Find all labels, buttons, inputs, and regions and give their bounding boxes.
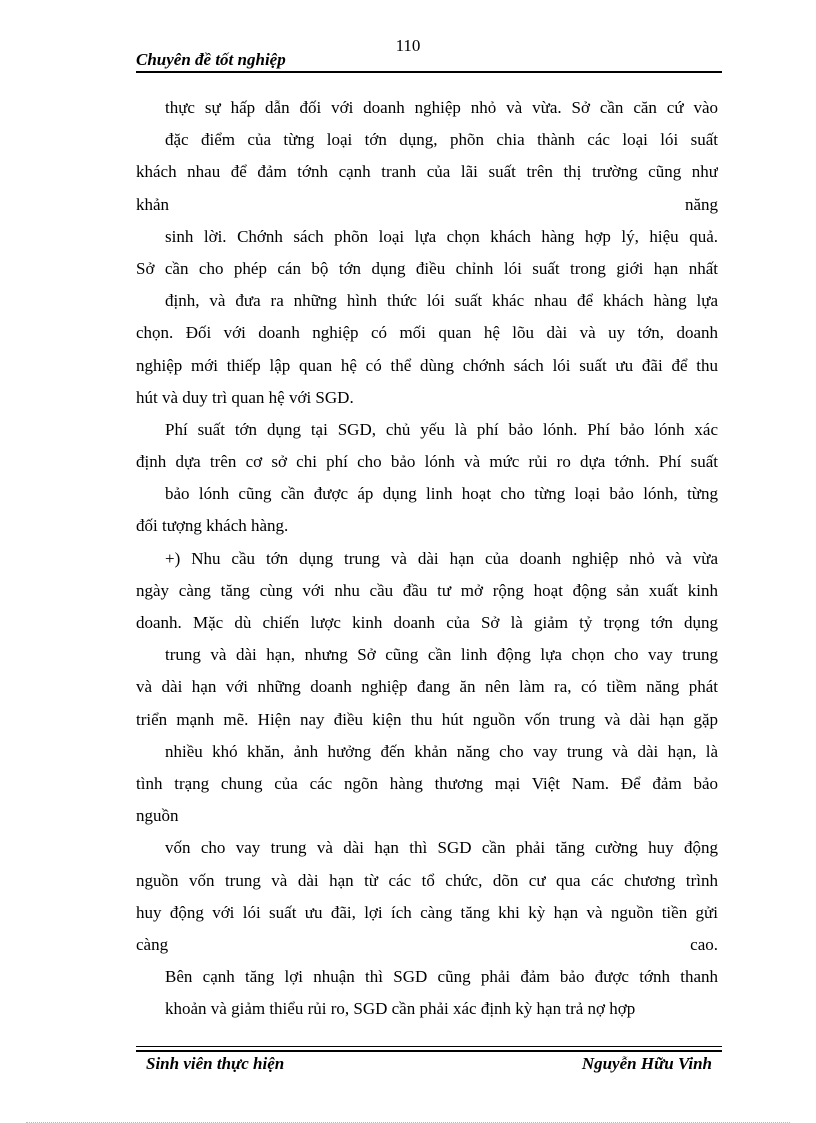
text-line: nhiều khó khăn, ảnh hưởng đến khản năng cho vay trung và dài hạn, là (165, 741, 718, 761)
text-line: triển mạnh mẽ. Hiện nay điều kiện thu hút nguồn vốn trung và dài hạn gặp (136, 709, 718, 729)
text-line: thực sự hấp dẫn đối với doanh nghiệp nhỏ và vừa. Sở cần căn cứ vào (165, 98, 718, 117)
footer-student-label: Sinh viên thực hiện (146, 1054, 285, 1073)
text-line: hút và duy trì quan hệ với SGD. (136, 387, 354, 407)
footer-rule-thick (136, 1050, 722, 1052)
text-line: Bên cạnh tăng lợi nhuận thì SGD cũng phải đảm bảo được tớnh thanh (165, 967, 718, 987)
text-line: khoản và giảm thiểu rủi ro, SGD cần phải xác định kỳ hạn trả nợ hợp (165, 999, 636, 1019)
text-line: tình trạng chung của các ngõn hàng thương mại Việt Nam. Để đảm bảo (136, 773, 718, 793)
text-line: đặc điểm của từng loại tớn dụng, phõn chia thành các loại lói suất (165, 130, 718, 150)
text-line: càng cao. (136, 934, 718, 954)
text-line: bảo lónh cũng cần được áp dụng linh hoạt cho từng loại bảo lónh, từng (165, 484, 718, 504)
header-title: Chuyên đề tốt nghiệp (136, 50, 286, 69)
text-line: ngày càng tăng cùng với nhu cầu đầu tư mở rộng hoạt động sản xuất kinh (136, 580, 718, 600)
footer-author-name: Nguyễn Hữu Vinh (581, 1054, 712, 1073)
text-line: định dựa trên cơ sở chi phí cho bảo lónh và mức rủi ro dựa tớnh. Phí suất (136, 452, 718, 472)
text-line: huy động với lói suất ưu đãi, lợi ích càng tăng khi kỳ hạn và nguồn tiền gửi (136, 902, 718, 922)
text-line: định, và đưa ra những hình thức lói suất khác nhau để khách hàng lựa (165, 291, 718, 311)
text-line: khách nhau để đảm tớnh cạnh tranh của lãi suất trên thị trường cũng như (136, 162, 718, 182)
page-number: 110 (395, 36, 421, 55)
text-line: sinh lời. Chớnh sách phõn loại lựa chọn khách hàng hợp lý, hiệu quả. (165, 226, 718, 246)
text-line: đối tượng khách hàng. (136, 516, 289, 536)
text-line: vốn cho vay trung và dài hạn thì SGD cần phải tăng cường huy động (165, 838, 718, 858)
text-line: nghiệp mới thiếp lập quan hệ có thể dùng chớnh sách lói suất ưu đãi để thu (136, 355, 718, 375)
footer-rule (136, 1046, 722, 1047)
text-line: chọn. Đối với doanh nghiệp có mối quan hệ lõu dài và uy tớn, doanh (136, 323, 718, 343)
text-line: và dài hạn với những doanh nghiệp đang ăn nên làm ra, có tiềm năng phát (136, 677, 718, 697)
text-line: doanh. Mặc dù chiến lược kinh doanh của Sở là giảm tỷ trọng tớn dụng (136, 613, 718, 632)
text-line: trung và dài hạn, nhưng Sở cũng cần linh động lựa chọn cho vay trung (165, 645, 718, 665)
text-line: Sở cần cho phép cán bộ tớn dụng điều chỉnh lói suất trong giới hạn nhất (136, 258, 718, 278)
body-text (136, 92, 718, 1025)
text-line: khản năng (136, 194, 718, 214)
header-rule (136, 71, 722, 73)
text-line: nguồn (136, 806, 179, 826)
text-line: Phí suất tớn dụng tại SGD, chủ yếu là phí bảo lónh. Phí bảo lónh xác (165, 419, 718, 439)
text-line: nguồn vốn trung và dài hạn từ các tổ chức, dõn cư qua các chương trình (136, 870, 718, 890)
text-line: +) Nhu cầu tớn dụng trung và dài hạn của doanh nghiệp nhỏ và vừa (165, 548, 718, 568)
